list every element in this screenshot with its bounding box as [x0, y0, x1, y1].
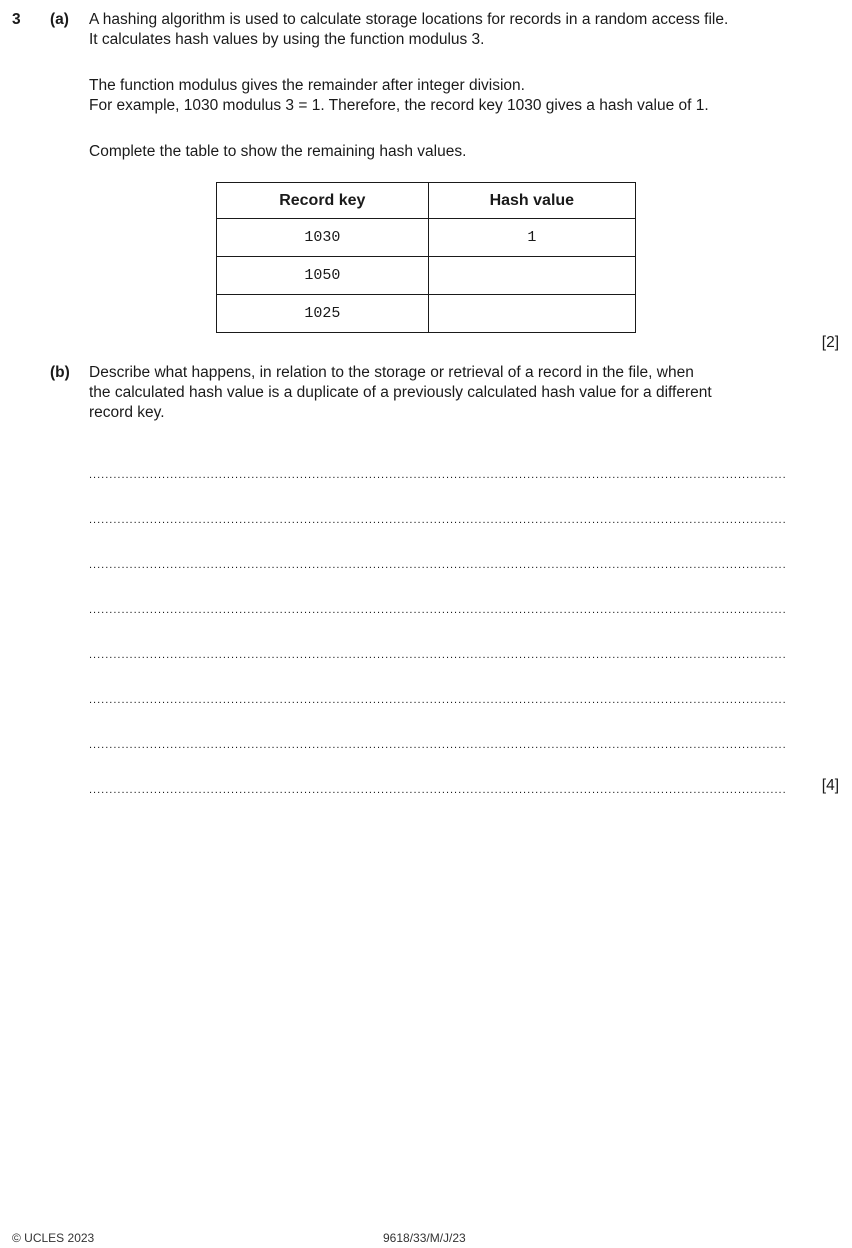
- footer-copyright: © UCLES 2023: [12, 1231, 95, 1245]
- answer-line-8[interactable]: ............................................................................................................................................................................: [89, 784, 787, 796]
- hash-value-answer-cell[interactable]: [428, 257, 635, 295]
- table-row: [217, 219, 636, 257]
- part-b-marks: [4]: [821, 777, 839, 794]
- record-key-cell: 1050: [217, 257, 429, 295]
- table-row: [217, 295, 636, 333]
- record-key-cell: 1025: [217, 295, 429, 333]
- table-header-row: [217, 183, 636, 219]
- answer-line-7[interactable]: ............................................................................................................................................................................: [89, 739, 787, 751]
- header-hash-value: Hash value: [428, 183, 635, 219]
- answer-line-4[interactable]: ............................................................................................................................................................................: [89, 604, 787, 616]
- part-b-line-3: record key.: [89, 404, 165, 421]
- part-a-explanation: [89, 76, 839, 116]
- part-a-explain-line-1: The function modulus gives the remainder after integer division.: [89, 77, 525, 94]
- record-key-cell: 1030: [217, 219, 429, 257]
- hash-value-cell: 1: [428, 219, 635, 257]
- answer-line-1[interactable]: ............................................................................................................................................................................: [89, 469, 787, 481]
- part-a-instruction: Complete the table to show the remaining hash values.: [89, 143, 467, 160]
- hash-value-answer-cell[interactable]: [428, 295, 635, 333]
- part-a-intro-line-2: It calculates hash values by using the function modulus 3.: [89, 31, 485, 48]
- answer-line-3[interactable]: ............................................................................................................................................................................: [89, 559, 787, 571]
- part-a-marks: [2]: [821, 334, 839, 351]
- header-record-key: Record key: [217, 183, 429, 219]
- question-number: 3: [12, 11, 21, 28]
- part-b-line-1: Describe what happens, in relation to the storage or retrieval of a record in the file, when: [89, 364, 694, 381]
- table-row: [217, 257, 636, 295]
- footer-paper-code: 9618/33/M/J/23: [383, 1231, 466, 1245]
- answer-line-5[interactable]: ............................................................................................................................................................................: [89, 649, 787, 661]
- answer-line-6[interactable]: ............................................................................................................................................................................: [89, 694, 787, 706]
- part-b-line-2: the calculated hash value is a duplicate of a previously calculated hash value for a different: [89, 384, 712, 401]
- hash-table: [216, 182, 636, 333]
- part-b-label: (b): [50, 364, 70, 381]
- part-a-label: (a): [50, 11, 69, 28]
- part-a-explain-line-2: For example, 1030 modulus 3 = 1. Therefore, the record key 1030 gives a hash value of 1.: [89, 97, 709, 114]
- part-a-intro: [89, 10, 839, 50]
- part-a-intro-line-1: A hashing algorithm is used to calculate storage locations for records in a random access file.: [89, 11, 729, 28]
- part-b-question: [89, 363, 839, 423]
- answer-line-2[interactable]: ............................................................................................................................................................................: [89, 514, 787, 526]
